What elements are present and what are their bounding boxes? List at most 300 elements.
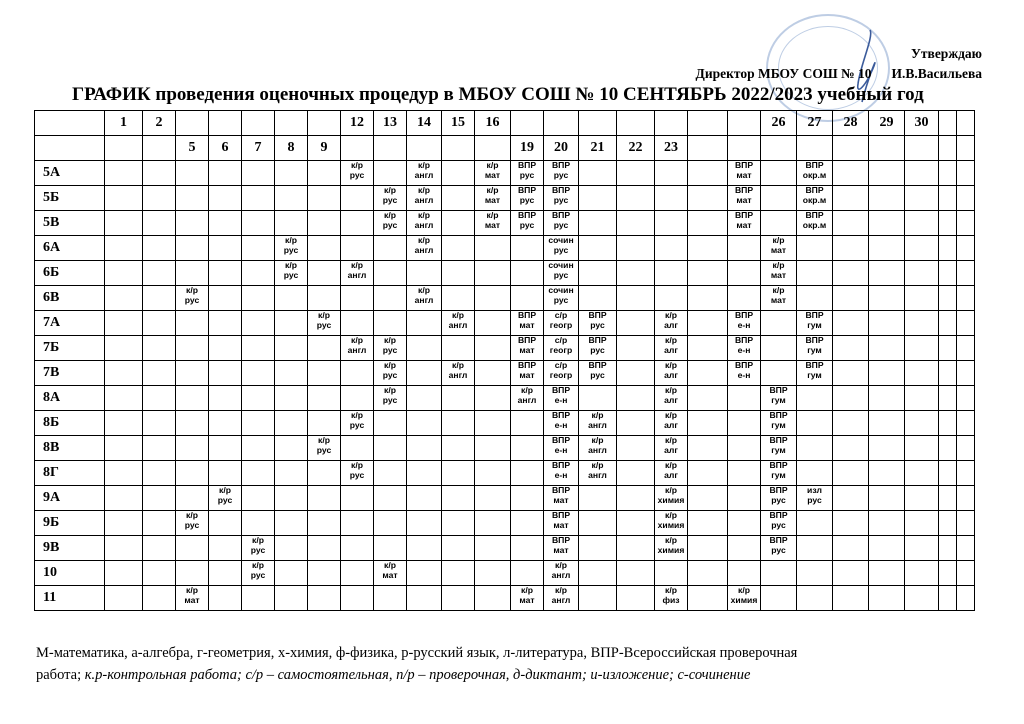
schedule-cell (728, 536, 761, 561)
schedule-cell (209, 586, 242, 611)
schedule-cell (242, 161, 275, 186)
cell-line: е-н (554, 394, 568, 405)
schedule-cell (728, 386, 761, 411)
schedule-cell (957, 286, 975, 311)
schedule-cell (442, 486, 475, 511)
schedule-cell (728, 461, 761, 486)
schedule-cell (728, 586, 761, 611)
schedule-cell (688, 211, 728, 236)
schedule-cell (341, 186, 374, 211)
date-cell: 1 (105, 111, 143, 136)
schedule-cell (242, 361, 275, 386)
schedule-cell (341, 511, 374, 536)
schedule-cell (209, 561, 242, 586)
schedule-cell (475, 261, 511, 286)
schedule-cell (957, 486, 975, 511)
cell-line: алг (664, 469, 678, 480)
schedule-cell (579, 586, 617, 611)
schedule-cell (761, 586, 797, 611)
schedule-cell (105, 411, 143, 436)
cell-line: с/р (554, 335, 568, 345)
schedule-cell (905, 511, 939, 536)
schedule-cell (655, 511, 688, 536)
schedule-cell (341, 536, 374, 561)
cell-line: ВПР (805, 310, 824, 320)
date-cell (341, 136, 374, 161)
schedule-cell (475, 536, 511, 561)
schedule-cell (442, 511, 475, 536)
schedule-cell (442, 411, 475, 436)
schedule-cell (797, 261, 833, 286)
schedule-cell (143, 211, 176, 236)
cell-line: рус (217, 494, 233, 505)
cell-line: к/р (418, 185, 430, 195)
date-cell (728, 111, 761, 136)
schedule-cell (209, 486, 242, 511)
date-cell: 8 (275, 136, 308, 161)
schedule-cell (275, 336, 308, 361)
schedule-cell (308, 411, 341, 436)
schedule-cell (407, 561, 442, 586)
cell-line: ВПР (551, 460, 571, 470)
class-row (35, 186, 975, 211)
schedule-cell (341, 436, 374, 461)
schedule-cell (761, 236, 797, 261)
cell-line: е-н (737, 319, 751, 330)
cell-line: ВПР (517, 160, 537, 170)
cell-line: рус (316, 319, 332, 330)
schedule-cell (728, 561, 761, 586)
cell-line: к/р (452, 360, 464, 370)
schedule-cell (442, 461, 475, 486)
schedule-cell (407, 186, 442, 211)
cell-line: изл (807, 485, 822, 495)
cell-line: к/р (351, 260, 363, 270)
schedule-cell (905, 236, 939, 261)
cell-line: химия (657, 494, 685, 505)
schedule-cell (833, 261, 869, 286)
schedule-cell (407, 261, 442, 286)
schedule-cell (655, 361, 688, 386)
schedule-cell (105, 436, 143, 461)
class-label: 10 (35, 561, 105, 586)
schedule-cell (833, 486, 869, 511)
schedule-cell (209, 236, 242, 261)
schedule-cell (939, 436, 957, 461)
schedule-cell (442, 236, 475, 261)
date-cell (176, 111, 209, 136)
cell-line: ВПР (805, 360, 824, 370)
schedule-cell (374, 211, 407, 236)
schedule-cell (275, 386, 308, 411)
schedule-cell (176, 586, 209, 611)
date-cell (957, 111, 975, 136)
class-label: 8Г (35, 461, 105, 486)
schedule-cell (761, 161, 797, 186)
schedule-cell (579, 361, 617, 386)
schedule-cell (308, 211, 341, 236)
cell-line: рус (349, 169, 365, 180)
schedule-cell (797, 511, 833, 536)
cell-line: алг (664, 369, 678, 380)
cell-line: англ (414, 294, 434, 305)
schedule-cell (275, 161, 308, 186)
class-row (35, 336, 975, 361)
schedule-cell (511, 211, 544, 236)
class-row (35, 461, 975, 486)
cell-line: мат (736, 219, 752, 230)
cell-line: к/р (555, 585, 567, 595)
cell-line: с/р (554, 310, 568, 320)
cell-line: мат (770, 269, 787, 280)
cell-line: ВПР (588, 335, 607, 345)
date-cell: 16 (475, 111, 511, 136)
cell-line: к/р (285, 235, 297, 245)
schedule-cell (242, 511, 275, 536)
cell-line: к/р (351, 460, 363, 470)
cell-line: ВПР (517, 185, 537, 195)
date-cell (797, 136, 833, 161)
schedule-cell (579, 236, 617, 261)
schedule-cell (869, 286, 905, 311)
schedule-cell (475, 461, 511, 486)
schedule-cell (242, 536, 275, 561)
schedule-cell (688, 336, 728, 361)
cell-line: рус (349, 469, 365, 480)
cell-line: англ (448, 369, 468, 380)
schedule-cell (308, 361, 341, 386)
date-cell: 29 (869, 111, 905, 136)
cell-line: англ (588, 444, 607, 455)
cell-line: англ (414, 219, 434, 230)
schedule-cell (209, 511, 242, 536)
schedule-cell (242, 336, 275, 361)
schedule-cell (341, 161, 374, 186)
schedule-cell (579, 311, 617, 336)
schedule-cell (655, 336, 688, 361)
schedule-cell (242, 486, 275, 511)
schedule-cell (209, 161, 242, 186)
cell-line: рус (519, 194, 535, 205)
schedule-cell (728, 336, 761, 361)
schedule-cell (617, 511, 655, 536)
schedule-cell (475, 411, 511, 436)
cell-line: к/р (665, 485, 677, 495)
schedule-cell (833, 411, 869, 436)
schedule-cell (143, 436, 176, 461)
schedule-cell (544, 386, 579, 411)
class-label: 8В (35, 436, 105, 461)
schedule-cell (374, 486, 407, 511)
cell-line: к/р (384, 560, 396, 570)
schedule-cell (442, 536, 475, 561)
schedule-cell (617, 261, 655, 286)
cell-line: гум (807, 344, 822, 355)
schedule-cell (374, 311, 407, 336)
cell-line: ВПР (551, 160, 571, 170)
schedule-cell (617, 361, 655, 386)
class-row (35, 361, 975, 386)
cell-line: к/р (384, 385, 396, 395)
schedule-cell (176, 211, 209, 236)
cell-line: окр.м (802, 219, 827, 230)
cell-line: ВПР (805, 335, 824, 345)
schedule-cell (143, 536, 176, 561)
cell-line: сочин (548, 260, 574, 270)
schedule-cell (275, 361, 308, 386)
schedule-cell (275, 186, 308, 211)
date-cell: 22 (617, 136, 655, 161)
cell-line: геогр (549, 344, 573, 355)
date-cell (374, 136, 407, 161)
schedule-cell (511, 161, 544, 186)
schedule-cell (275, 411, 308, 436)
cell-line: мат (770, 244, 787, 255)
schedule-cell (957, 211, 975, 236)
schedule-cell (617, 461, 655, 486)
class-row (35, 311, 975, 336)
schedule-cell (761, 336, 797, 361)
class-row (35, 161, 975, 186)
cell-line: к/р (665, 335, 677, 345)
cell-line: к/р (486, 160, 499, 170)
schedule-cell (939, 361, 957, 386)
schedule-cell (797, 361, 833, 386)
schedule-cell (869, 161, 905, 186)
schedule-cell (374, 286, 407, 311)
schedule-cell (209, 411, 242, 436)
schedule-cell (688, 261, 728, 286)
schedule-cell (105, 511, 143, 536)
cell-line: к/р (384, 185, 396, 195)
schedule-cell (176, 486, 209, 511)
cell-line: ВПР (517, 310, 537, 320)
schedule-cell (143, 486, 176, 511)
schedule-cell (475, 211, 511, 236)
schedule-cell (939, 411, 957, 436)
schedule-cell (544, 311, 579, 336)
cell-line: англ (588, 469, 607, 480)
schedule-cell (209, 536, 242, 561)
cell-line: гум (807, 319, 822, 330)
schedule-cell (869, 411, 905, 436)
schedule-cell (511, 361, 544, 386)
schedule-cell (957, 236, 975, 261)
schedule-cell (797, 411, 833, 436)
schedule-cell (833, 561, 869, 586)
approval-block (696, 44, 982, 84)
schedule-cell (308, 511, 341, 536)
schedule-cell (143, 311, 176, 336)
schedule-cell (797, 286, 833, 311)
schedule-cell (833, 586, 869, 611)
cell-line: к/р (591, 435, 604, 445)
schedule-cell (688, 511, 728, 536)
schedule-cell (617, 411, 655, 436)
schedule-cell (209, 436, 242, 461)
cell-line: ВПР (734, 335, 754, 345)
schedule-cell (275, 436, 308, 461)
date-header-row-1 (35, 111, 975, 136)
cell-line: окр.м (802, 169, 827, 180)
cell-line: рус (283, 244, 299, 255)
date-cell: 27 (797, 111, 833, 136)
schedule-cell (475, 486, 511, 511)
schedule-cell (797, 186, 833, 211)
schedule-cell (442, 286, 475, 311)
schedule-cell (579, 386, 617, 411)
schedule-cell (957, 261, 975, 286)
date-cell (308, 111, 341, 136)
schedule-cell (475, 311, 511, 336)
schedule-cell (341, 411, 374, 436)
schedule-cell (688, 361, 728, 386)
schedule-cell (511, 561, 544, 586)
date-cell (579, 111, 617, 136)
cell-line: мат (553, 544, 569, 555)
cell-line: ВПР (551, 185, 571, 195)
schedule-cell (617, 236, 655, 261)
schedule-cell (579, 261, 617, 286)
class-row (35, 436, 975, 461)
schedule-cell (869, 336, 905, 361)
cell-line: к/р (418, 285, 430, 295)
schedule-cell (176, 336, 209, 361)
cell-line: к/р (772, 260, 785, 270)
cell-line: рус (184, 294, 200, 305)
schedule-cell (655, 286, 688, 311)
cell-line: к/р (186, 585, 198, 595)
schedule-cell (341, 211, 374, 236)
date-header-row-2 (35, 136, 975, 161)
schedule-cell (143, 286, 176, 311)
schedule-cell (939, 536, 957, 561)
schedule-cell (308, 261, 341, 286)
schedule-cell (475, 436, 511, 461)
schedule-cell (105, 161, 143, 186)
schedule-cell (176, 286, 209, 311)
schedule-cell (579, 161, 617, 186)
schedule-cell (761, 536, 797, 561)
legend-line-1: М-математика, а-алгебра, г-геометрия, х-химия, ф-физика, р-русский язык, л-литература, ВПР-Всероссийская проверочная (36, 645, 798, 661)
schedule-cell (728, 286, 761, 311)
schedule-cell (308, 236, 341, 261)
schedule-cell (374, 461, 407, 486)
cell-line: с/р (554, 360, 568, 370)
schedule-cell (308, 436, 341, 461)
schedule-cell (957, 511, 975, 536)
date-cell: 13 (374, 111, 407, 136)
date-cell: 14 (407, 111, 442, 136)
schedule-cell (275, 236, 308, 261)
cell-line: рус (553, 244, 569, 255)
class-row (35, 411, 975, 436)
schedule-cell (105, 386, 143, 411)
cell-line: к/р (285, 260, 297, 270)
cell-line: англ (414, 244, 434, 255)
cell-line: рус (590, 344, 605, 355)
cell-line: мат (519, 319, 535, 330)
cell-line: рус (553, 269, 569, 280)
cell-line: мат (519, 594, 535, 605)
cell-line: к/р (521, 385, 533, 395)
class-label: 6В (35, 286, 105, 311)
class-label: 5Б (35, 186, 105, 211)
schedule-cell (544, 436, 579, 461)
date-cell (275, 111, 308, 136)
schedule-cell (869, 236, 905, 261)
schedule-cell (869, 186, 905, 211)
schedule-cell (833, 536, 869, 561)
cell-line: сочин (548, 285, 574, 295)
schedule-cell (374, 536, 407, 561)
date-cell (209, 111, 242, 136)
schedule-cell (511, 436, 544, 461)
schedule-cell (761, 311, 797, 336)
schedule-cell (617, 311, 655, 336)
class-row (35, 536, 975, 561)
date-cell (511, 111, 544, 136)
cell-line: ВПР (769, 535, 788, 545)
schedule-cell (511, 511, 544, 536)
cell-line: к/р (665, 310, 677, 320)
cell-line: рус (250, 569, 266, 580)
schedule-cell (308, 386, 341, 411)
schedule-cell (209, 311, 242, 336)
cell-line: е-н (554, 419, 568, 430)
schedule-cell (728, 311, 761, 336)
schedule-cell (579, 436, 617, 461)
schedule-cell (761, 561, 797, 586)
schedule-cell (374, 386, 407, 411)
schedule-cell (105, 586, 143, 611)
cell-line: к/р (351, 160, 363, 170)
schedule-cell (797, 486, 833, 511)
schedule-cell (579, 411, 617, 436)
schedule-cell (905, 161, 939, 186)
cell-line: к/р (555, 560, 567, 570)
schedule-cell (939, 486, 957, 511)
schedule-cell (442, 561, 475, 586)
schedule-cell (833, 186, 869, 211)
schedule-cell (442, 386, 475, 411)
schedule-cell (544, 561, 579, 586)
schedule-cell (905, 411, 939, 436)
schedule-cell (939, 161, 957, 186)
schedule-cell (655, 461, 688, 486)
cell-line: англ (347, 269, 367, 280)
schedule-cell (544, 336, 579, 361)
cell-line: геогр (549, 319, 573, 330)
schedule-cell (655, 561, 688, 586)
approval-position: Директор МБОУ СОШ № 10 (695, 66, 872, 81)
schedule-cell (761, 211, 797, 236)
schedule-cell (939, 461, 957, 486)
schedule-cell (655, 236, 688, 261)
schedule-cell (544, 461, 579, 486)
schedule-cell (833, 286, 869, 311)
schedule-cell (544, 161, 579, 186)
class-row (35, 586, 975, 611)
class-row (35, 261, 975, 286)
schedule-cell (275, 511, 308, 536)
schedule-cell (957, 161, 975, 186)
schedule-cell (105, 461, 143, 486)
schedule-cell (939, 186, 957, 211)
schedule-cell (341, 586, 374, 611)
schedule-cell (905, 361, 939, 386)
schedule-cell (939, 311, 957, 336)
